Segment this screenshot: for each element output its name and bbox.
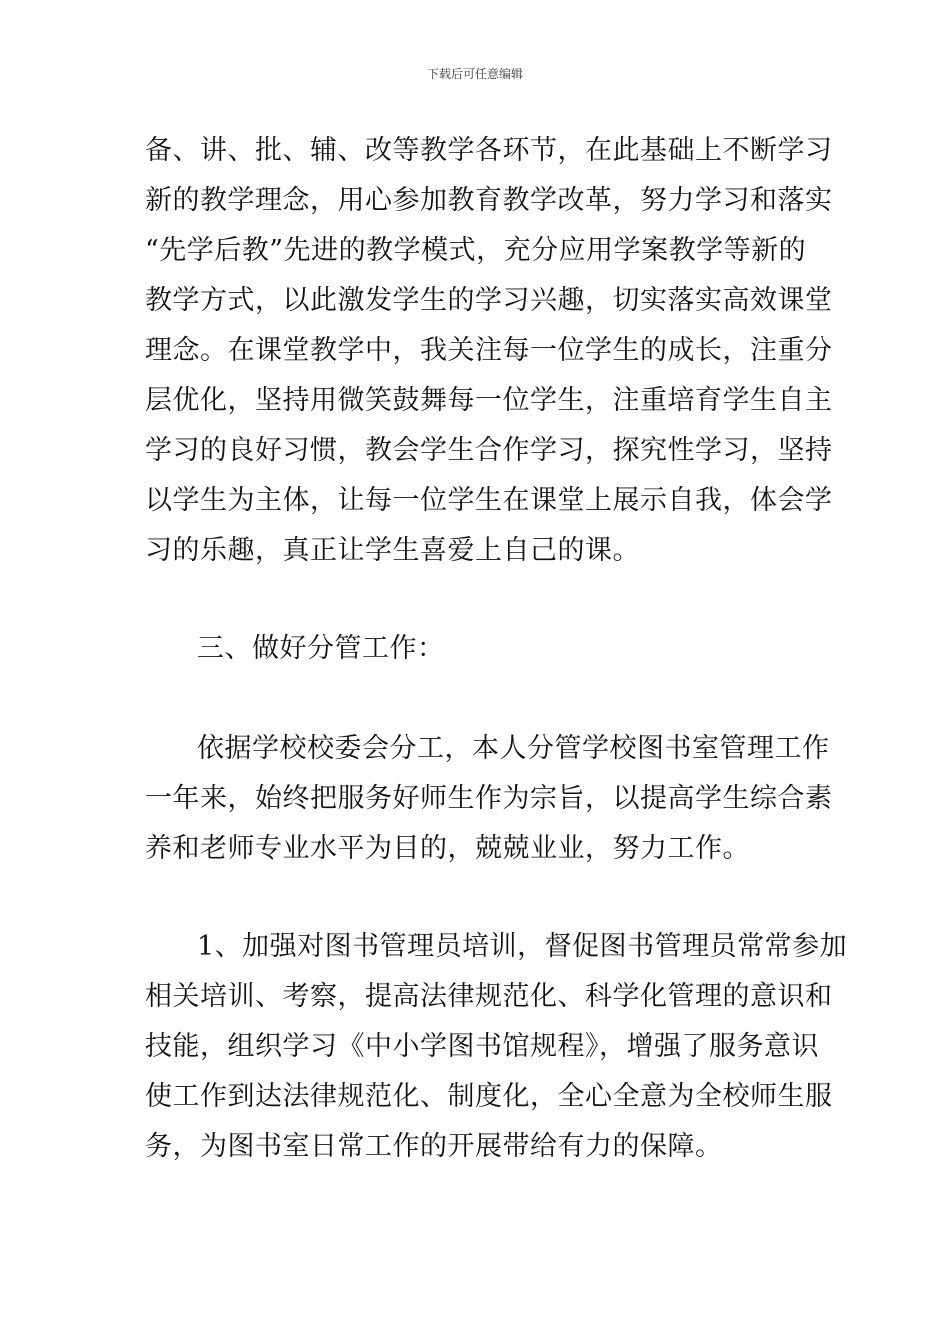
- paragraph-1-line: 学习的良好习惯，教会学生合作学习，探究性学习，坚持: [145, 435, 833, 466]
- paragraph-1-line: 以学生为主体，让每一位学生在课堂上展示自我，体会学: [145, 485, 833, 516]
- paragraph-3-line: 技能，组织学习《中小学图书馆规程》，增强了服务意识: [145, 1031, 819, 1062]
- section-heading: 三、做好分管工作：: [197, 633, 445, 664]
- paragraph-3-line: 使工作到达法律规范化、制度化，全心全意为全校师生服: [145, 1081, 833, 1112]
- paragraph-1-line: 理念。在课堂教学中，我关注每一位学生的成长，注重分: [145, 335, 833, 366]
- paragraph-1-line: “先学后教”先进的教学模式，充分应用学案教学等新的: [145, 235, 807, 266]
- paragraph-1-line: 新的教学理念，用心参加教育教学改革，努力学习和落实: [145, 185, 833, 216]
- paragraph-2-line: 养和老师专业水平为目的，兢兢业业，努力工作。: [145, 833, 750, 864]
- paragraph-3-line: 1、加强对图书管理员培训，督促图书管理员常常参加: [197, 931, 848, 962]
- paragraph-1-line: 习的乐趣，真正让学生喜爱上自己的课。: [145, 535, 640, 566]
- paragraph-3-line: 务，为图书室日常工作的开展带给有力的保障。: [145, 1131, 723, 1162]
- paragraph-3-line: 相关培训、考察，提高法律规范化、科学化管理的意识和: [145, 981, 833, 1012]
- paragraph-2-line: 依据学校校委会分工，本人分管学校图书室管理工作: [197, 733, 830, 764]
- paragraph-1-line: 层优化，坚持用微笑鼓舞每一位学生，注重培育学生自主: [145, 385, 833, 416]
- paragraph-1-line: 教学方式，以此激发学生的学习兴趣，切实落实高效课堂: [145, 285, 833, 316]
- page-header: 下载后可任意编辑: [426, 67, 523, 81]
- paragraph-1-line: 备、讲、批、辅、改等教学各环节，在此基础上不断学习: [145, 135, 833, 166]
- paragraph-2-line: 一年来，始终把服务好师生作为宗旨，以提高学生综合素: [145, 783, 833, 814]
